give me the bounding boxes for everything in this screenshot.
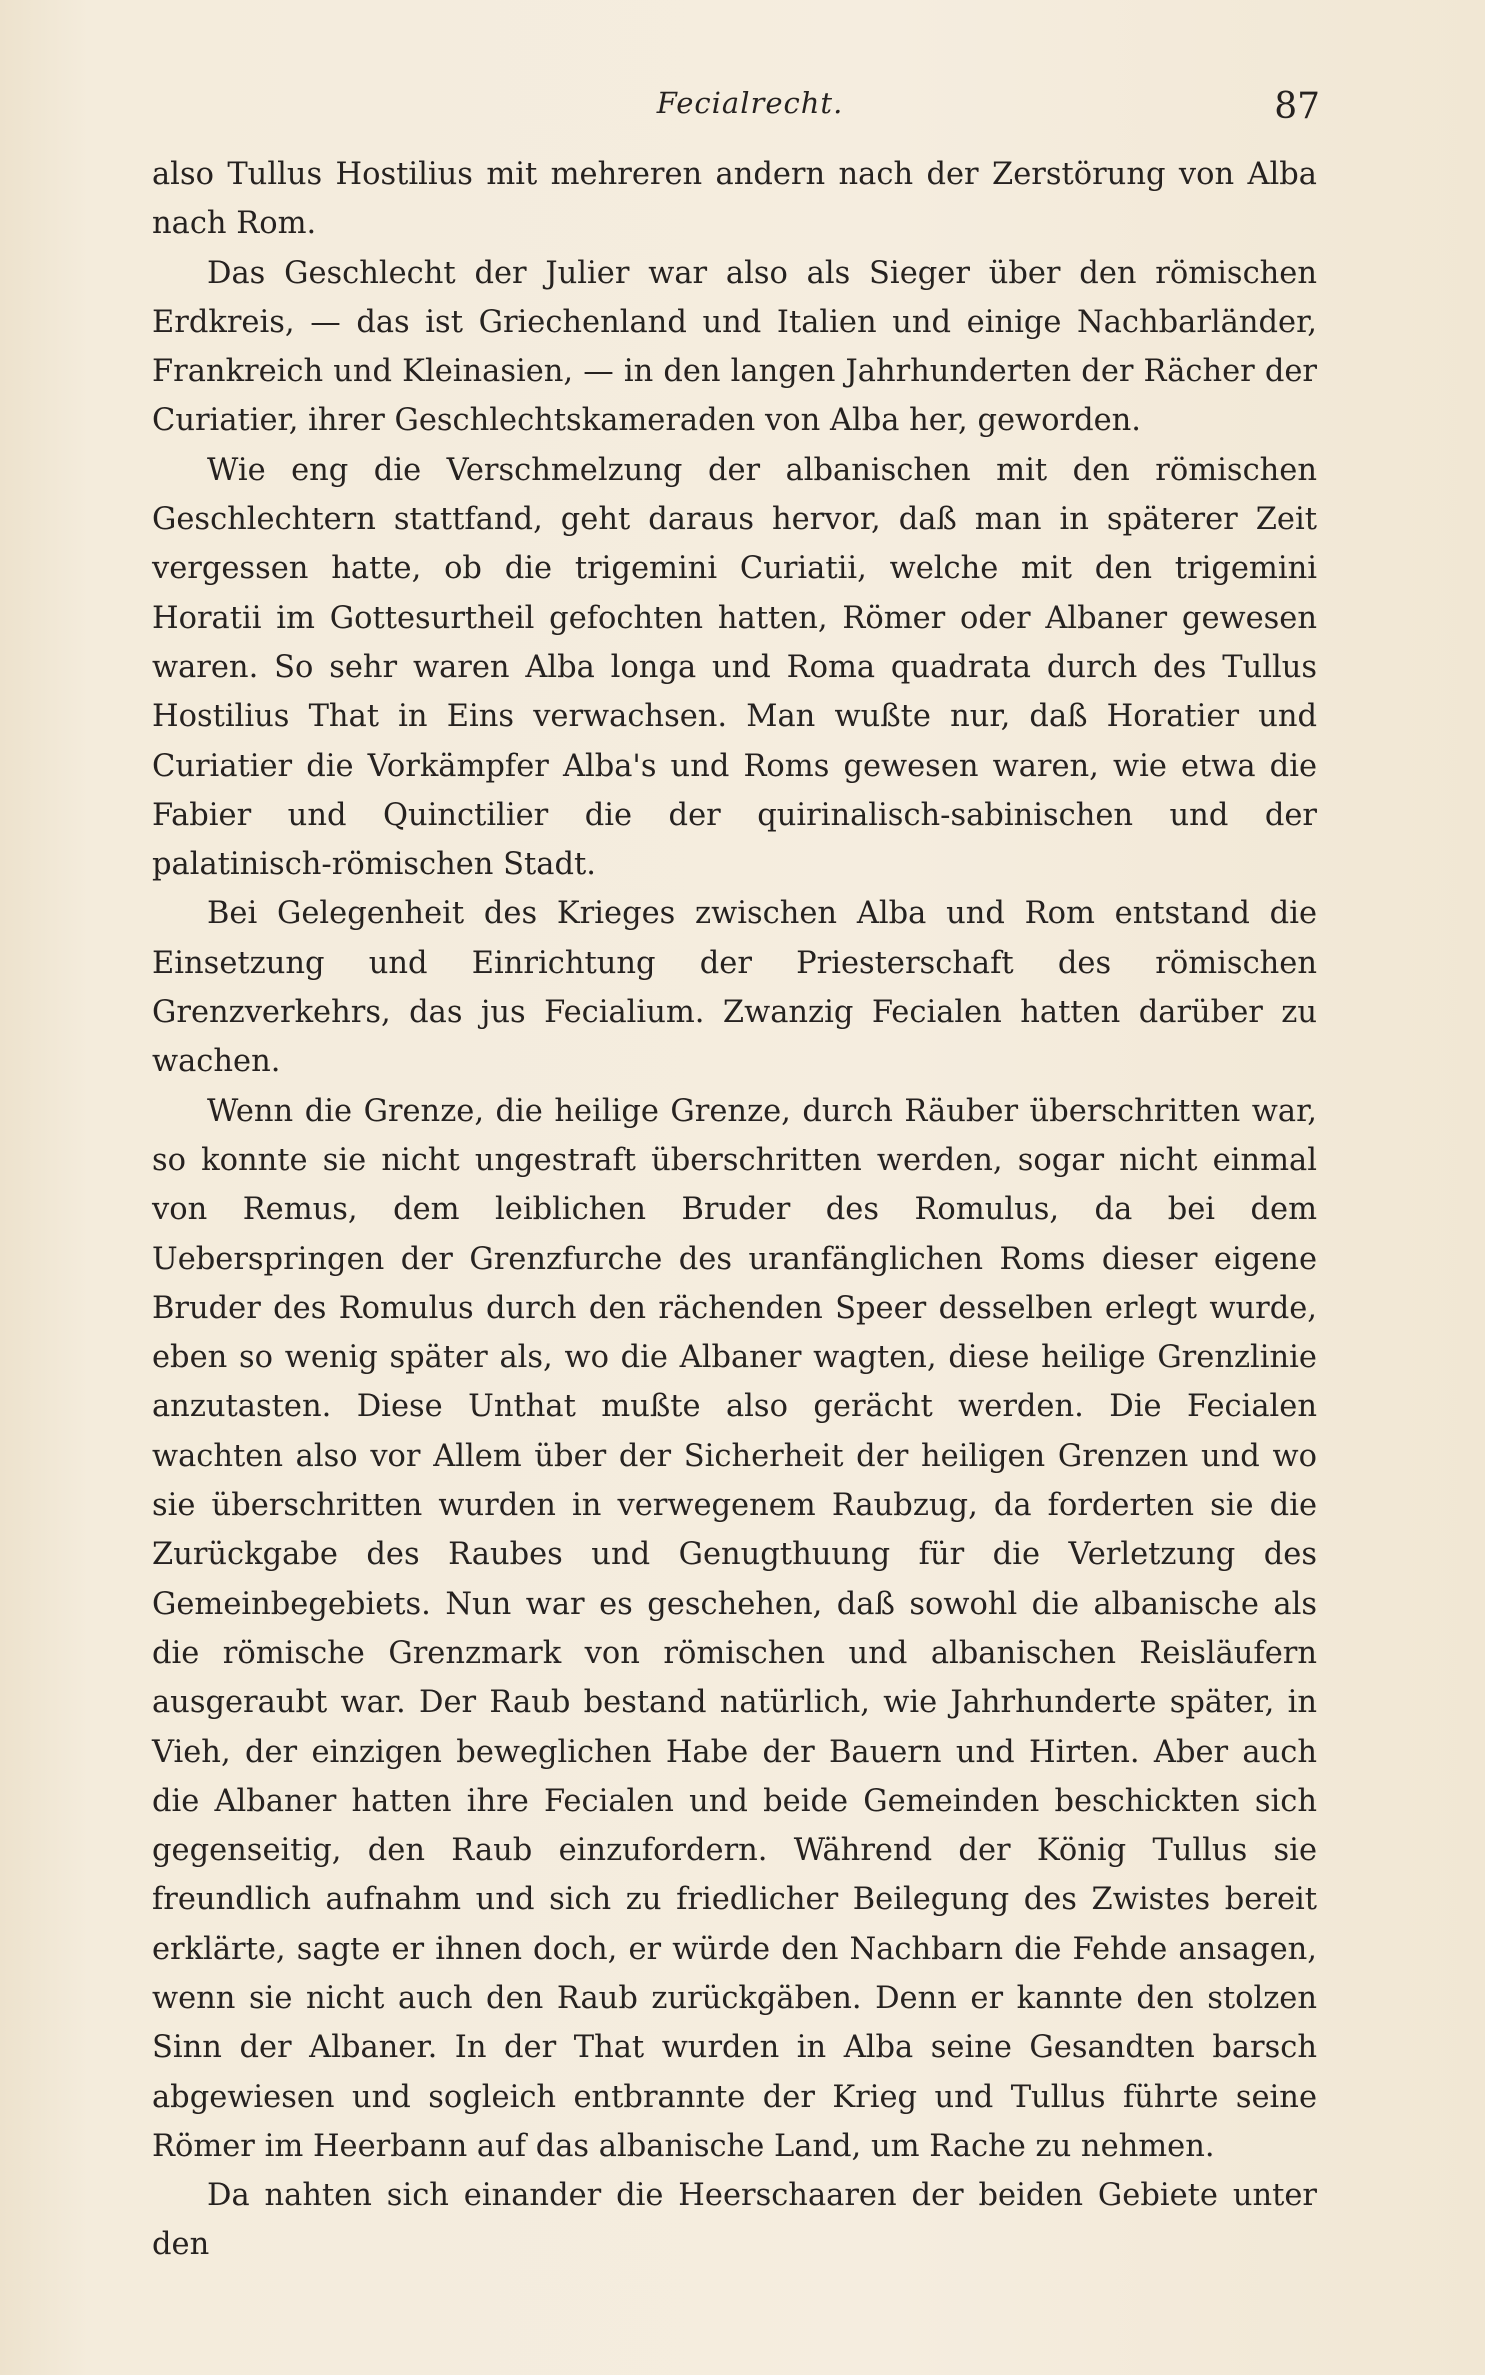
- body-text: [152, 150, 1317, 2270]
- paragraph-julier: Das Geschlecht der Julier war also als Sieger über den römischen Erdkreis, — das ist Griechenland und Italien und einige Nachbarländer, Frankreich und Kleinasien, — in den langen Jahrhunderten der Rächer der Curiatier, ihrer Geschlechtskameraden von Alba her, geworden.: [152, 255, 1317, 439]
- paragraph-grenze: Wenn die Grenze, die heilige Grenze, durch Räuber überschritten war, so konnte sie nicht ungestraft überschritten werden, sogar nicht einmal von Remus, dem leiblichen Bruder des Romulus, da bei dem Ueberspringen der Grenzfurche des uranfänglichen Roms dieser eigene Bruder des Romulus durch den rächenden Speer desselben erlegt wurde, eben so wenig später als, wo die Albaner wagten, diese heilige Grenzlinie anzutasten. Diese Unthat mußte also gerächt werden. Die Fecialen wachten also vor Allem über der Sicherheit der heiligen Grenzen und wo sie überschritten wurden in verwegenem Raubzug, da forderten sie die Zurückgabe des Raubes und Genugthuung für die Verletzung des Gemeinbegebiets. Nun war es geschehen, daß sowohl die albanische als die römische Grenzmark von römischen und albanischen Reisläufern ausgeraubt war. Der Raub bestand natürlich, wie Jahrhunderte später, in Vieh, der einzigen beweglichen Habe der Bauern und Hirten. Aber auch die Albaner hatten ihre Fecialen und beide Gemeinden beschickten sich gegenseitig, den Raub einzufordern. Während der König Tullus sie freundlich aufnahm und sich zu friedlicher Beilegung des Zwistes bereit erklärte, sagte er ihnen doch, er würde den Nachbarn die Fehde ansagen, wenn sie nicht auch den Raub zurückgäben. Denn er kannte den stolzen Sinn der Albaner. In der That wurden in Alba seine Gesandten barsch abgewiesen und sogleich entbrannte der Krieg und Tullus führte seine Römer im Heerbann auf das albanische Land, um Rache zu nehmen.: [152, 1093, 1317, 2164]
- paragraph-fecialium: Bei Gelegenheit des Krieges zwischen Alba und Rom entstand die Einsetzung und Einrichtung der Priesterschaft des römischen Grenzverkehrs, das jus Fecialium. Zwanzig Fecialen hatten darüber zu wachen.: [152, 896, 1317, 1080]
- paragraph-continuation: also Tullus Hostilius mit mehreren andern nach der Zerstörung von Alba nach Rom.: [152, 157, 1317, 242]
- running-title: Fecialrecht.: [656, 86, 844, 120]
- paragraph-heerschaaren: Da nahten sich einander die Heerschaaren der beiden Gebiete unter den: [152, 2178, 1317, 2263]
- paragraph-verschmelzung: Wie eng die Verschmelzung der albanischen mit den römischen Geschlechtern stattfand, geht daraus hervor, daß man in späterer Zeit vergessen hatte, ob die trigemini Curiatii, welche mit den trigemini Horatii im Gottesurtheil gefochten hatten, Römer oder Albaner gewesen waren. So sehr waren Alba longa und Roma quadrata durch des Tullus Hostilius That in Eins verwachsen. Man wußte nur, daß Horatier und Curiatier die Vorkämpfer Alba's und Roms gewesen waren, wie etwa die Fabier und Quinctilier die der quirinalisch-sabinischen und der palatinisch-römischen Stadt.: [152, 452, 1317, 883]
- page-number: 87: [1274, 86, 1320, 127]
